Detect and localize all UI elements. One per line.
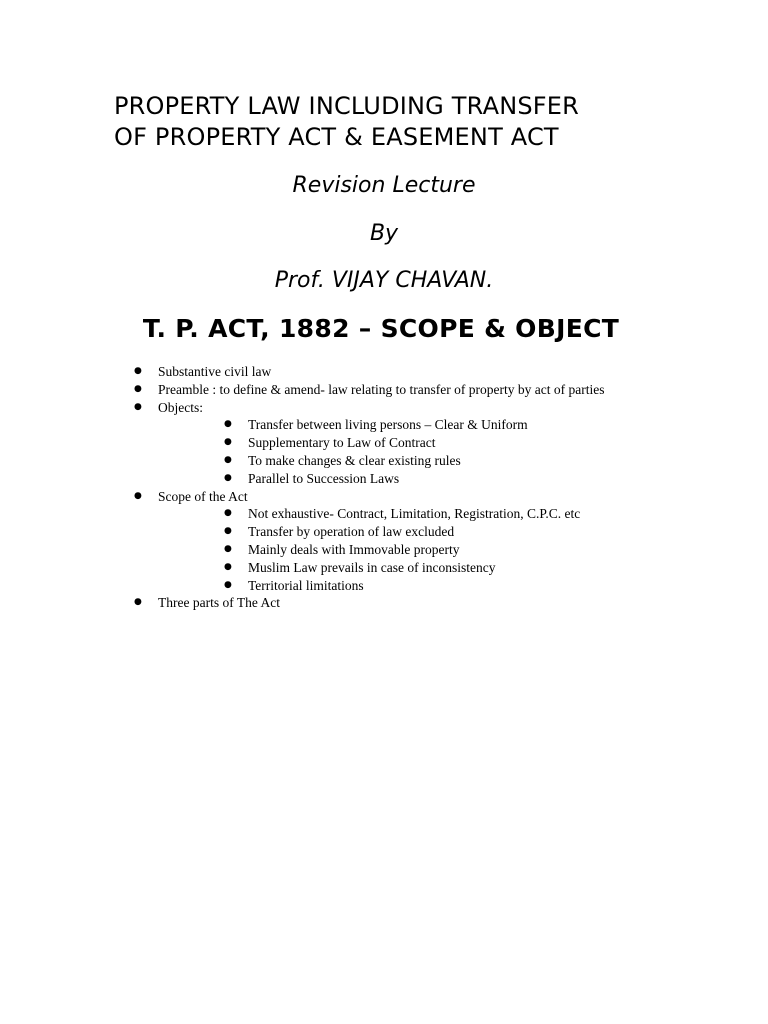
bullet-icon: ● xyxy=(134,401,142,412)
bullet-icon: ● xyxy=(224,526,232,537)
sub-list-item xyxy=(158,505,638,523)
sub-list-item-text: Mainly deals with Immovable property xyxy=(248,541,460,557)
sub-list-item-text: Transfer by operation of law excluded xyxy=(248,524,455,540)
list-item-text: Scope of the Act xyxy=(158,488,248,504)
sub-bullet-list xyxy=(158,505,638,594)
list-item-text: Three parts of The Act xyxy=(158,595,280,611)
sub-list-item-text: Parallel to Succession Laws xyxy=(248,470,400,486)
list-item-text: Substantive civil law xyxy=(158,364,272,379)
byline-by: By xyxy=(369,221,399,246)
sub-list-item xyxy=(158,523,638,541)
bullet-icon: ● xyxy=(224,508,232,519)
sub-list-item xyxy=(158,416,638,434)
list-item xyxy=(0,488,638,595)
bullet-icon: ● xyxy=(134,366,142,376)
section-heading: T. P. ACT, 1882 – SCOPE & OBJECT xyxy=(142,314,620,343)
document-title-line-2: OF PROPERTY ACT & EASEMENT ACT xyxy=(114,123,559,151)
bullet-icon: ● xyxy=(224,454,232,465)
sub-bullet-list xyxy=(158,416,638,487)
sub-list-item xyxy=(158,452,638,470)
sub-list-item-text: To make changes & clear existing rules xyxy=(248,452,461,468)
section-content xyxy=(0,363,768,612)
document-subtitle: Revision Lecture xyxy=(292,173,476,198)
bullet-icon: ● xyxy=(134,490,142,501)
sub-list-item-text: Muslim Law prevails in case of inconsistency xyxy=(248,559,496,575)
sub-list-item-text: Supplementary to Law of Contract xyxy=(248,435,436,451)
list-item-text: Objects: xyxy=(158,399,203,415)
list-item xyxy=(0,399,638,488)
list-item-text: Preamble : to define & amend- law relating to transfer of property by act of parties xyxy=(158,381,605,397)
sub-list-item-text: Not exhaustive- Contract, Limitation, Registration, C.P.C. etc xyxy=(248,506,581,522)
bullet-icon: ● xyxy=(134,383,142,394)
sub-list-item xyxy=(158,541,638,559)
sub-list-item-text: Territorial limitations xyxy=(248,577,364,593)
sub-list-item xyxy=(158,434,638,452)
document-title-line-1: PROPERTY LAW INCLUDING TRANSFER xyxy=(114,92,580,120)
author-name: Prof. VIJAY CHAVAN. xyxy=(274,268,494,293)
document-title xyxy=(114,91,734,153)
bullet-icon: ● xyxy=(224,472,232,483)
bullet-icon: ● xyxy=(224,437,232,448)
bullet-icon: ● xyxy=(224,561,232,572)
bullet-icon: ● xyxy=(134,597,142,608)
list-item xyxy=(0,594,638,612)
list-item xyxy=(0,381,638,399)
bullet-icon: ● xyxy=(224,579,232,590)
sub-list-item-text: Transfer between living persons – Clear & Uniform xyxy=(248,417,528,433)
bullet-icon: ● xyxy=(224,419,232,430)
main-bullet-list xyxy=(0,363,768,612)
list-item xyxy=(0,363,638,381)
sub-list-item xyxy=(158,470,638,488)
sub-list-item xyxy=(158,577,638,595)
bullet-icon: ● xyxy=(224,543,232,554)
sub-list-item xyxy=(158,559,638,577)
